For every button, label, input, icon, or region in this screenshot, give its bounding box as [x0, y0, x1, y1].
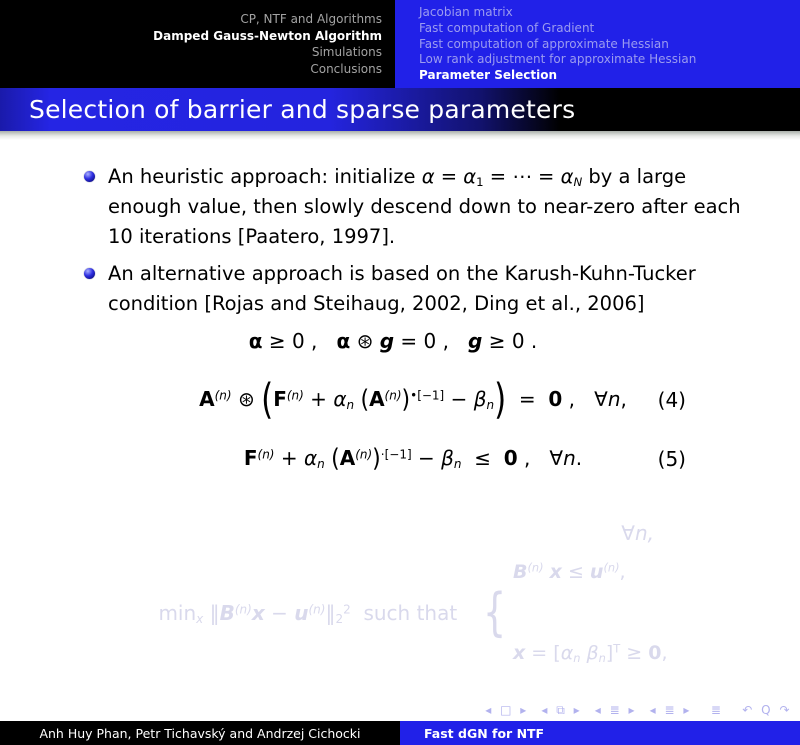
bullet-ball-icon: [84, 171, 95, 182]
faded-min-problem: $\min_x$ $‖B^{(n)}x$ − $u^{(n)}‖_2^2$ such that: [158, 601, 470, 627]
bullet-item-alternative: [84, 259, 742, 319]
equation-4-number: (4): [657, 388, 686, 413]
bullet-ball-icon: [84, 268, 95, 279]
subsection-link-parameter-selection[interactable]: Parameter Selection: [419, 68, 557, 83]
section-link-cp-ntf[interactable]: CP, NTF and Algorithms: [240, 12, 382, 26]
subsection-nav: [395, 0, 800, 88]
subsection-link-jacobian[interactable]: Jacobian matrix: [419, 5, 513, 19]
frame-title: Selection of barrier and sparse parameters: [29, 95, 576, 124]
bullet-item-heuristic: [84, 162, 742, 252]
section-link-simulations[interactable]: Simulations: [311, 45, 382, 59]
footer-short-title-panel: [400, 721, 800, 745]
equation-5: [84, 435, 742, 483]
section-link-damped-gauss-newton[interactable]: Damped Gauss-Newton Algorithm: [153, 28, 382, 43]
subsection-link-gradient[interactable]: Fast computation of Gradient: [419, 20, 595, 35]
equation-5-body: $F^{(n)} + \alpha_n$ $(A^{(n)})^{\cdot[-1]} - \beta_n \le 0$ , ∀n.: [243, 445, 583, 474]
footer-bar: [0, 721, 800, 745]
subsection-link-lowrank[interactable]: Low rank adjustment for approximate Hessian: [419, 52, 697, 67]
footer-short-title: Fast dGN for NTF: [424, 725, 545, 741]
faded-preview-equation: [84, 505, 742, 721]
kkt-conditions-equation: α ≥ 0 , α ⊛ g = 0 , g ≥ 0 .: [248, 329, 538, 353]
beamer-navigation-bar[interactable]: ◂ □ ▸ ◂ ⧉ ▸ ◂ ≣ ▸ ◂ ≣ ▸ ≣ ↶ Q ↷: [485, 703, 792, 718]
subsection-link-hessian[interactable]: Fast computation of approximate Hessian: [419, 36, 669, 51]
equation-5-number: (5): [657, 447, 686, 472]
footer-authors-panel: [0, 721, 400, 745]
header-navigation: [0, 0, 800, 88]
cases-brace: {: [482, 582, 507, 643]
section-link-conclusions[interactable]: Conclusions: [310, 61, 382, 76]
bullet-text-alternative: An alternative approach is based on the Karush-Kuhn-Tucker condition [Rojas and Steihaug, 2002, Ding et al., 2006]: [108, 262, 696, 315]
equation-4: [84, 371, 742, 429]
bullet-text-heuristic: An heuristic approach: initialize $\alpha = \alpha_1$ = ⋯ = $\alpha_N$ by a large enough value, then slowly descend down to near-zero after each 10 iterations [Paatero, 1997].: [108, 165, 741, 248]
case-line-1: $B^{(n)}$ $x \le u^{(n)}$,: [513, 560, 626, 584]
faded-forall-n: ∀n,: [621, 521, 654, 546]
slide-body: [0, 140, 800, 721]
case-line-2: $x = [\alpha_n$ $\beta_n]^T \ge 0$,: [513, 641, 668, 666]
title-shadow-divider: [0, 131, 800, 140]
footer-authors: Anh Huy Phan, Petr Tichavský and Andrzej Cichocki: [39, 725, 361, 741]
frame-title-bar: [0, 88, 800, 131]
section-nav: [0, 0, 395, 88]
equation-4-body: $A^{(n)}$ ⊛ ($F^{(n)} + \alpha_n$ $(A^{(n)})^{•[-1]} - \beta_n) = 0$ , ∀n,: [199, 376, 627, 425]
